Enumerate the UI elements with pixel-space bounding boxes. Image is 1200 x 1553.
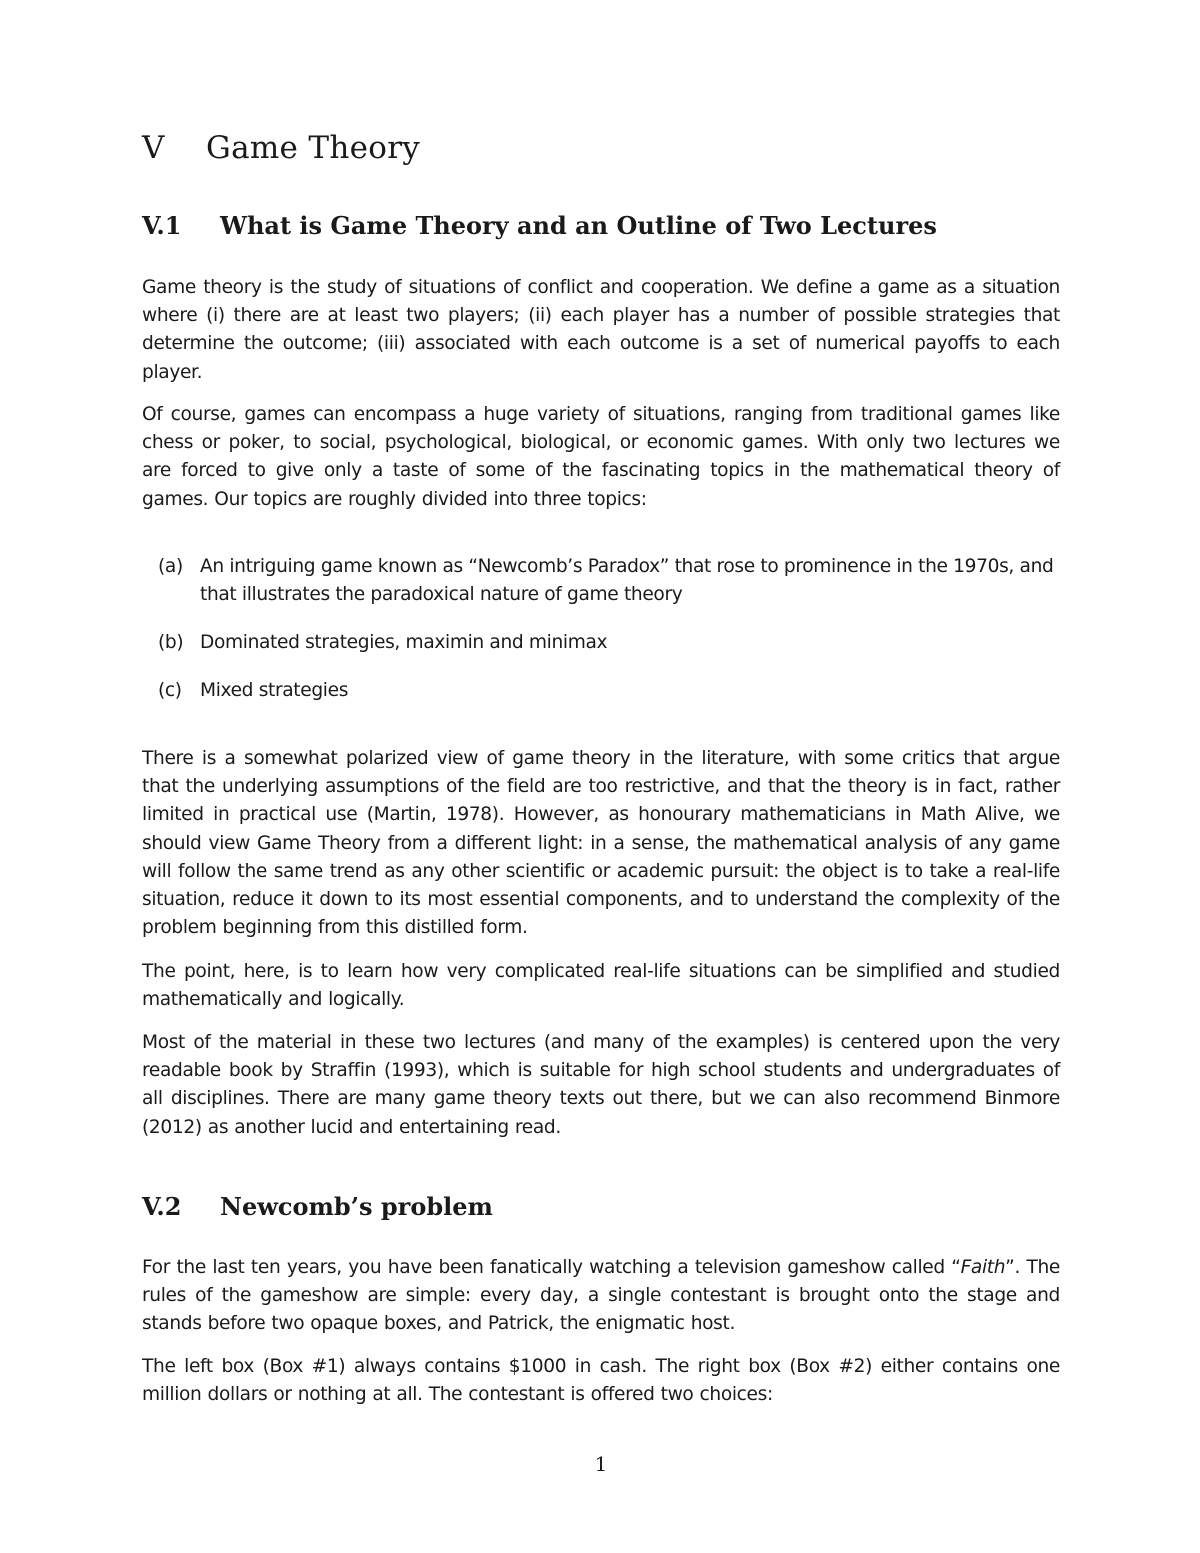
list-item-text: Mixed strategies	[200, 680, 349, 701]
text-run: For the last ten years, you have been fanatically watching a television gameshow called “	[142, 1257, 961, 1278]
paragraph: Most of the material in these two lectures (and many of the examples) is centered upon the very readable book by Straffin (1993), which is suitable for high school students and undergraduates of all disciplines. There are many game theory texts out there, but we can also recommend Binmore (2012) as another lucid and entertaining read.	[142, 1032, 1060, 1138]
section-title: What is Game Theory and an Outline of Two Lectures	[220, 211, 937, 240]
paragraph: There is a somewhat polarized view of game theory in the literature, with some critics that argue that the underlying assumptions of the field are too restrictive, and that the theory is in fact, rather limited in practical use (Martin, 1978). However, as honourary mathematicians in Math Alive, we should view Game Theory from a different light: in a sense, the mathematical analysis of any game will follow the same trend as any other scientific or academic pursuit: the object is to take a real-life situation, reduce it down to its most essential components, and to understand the complexity of the problem beginning from this distilled form.	[142, 748, 1060, 939]
section-title: Newcomb’s problem	[220, 1192, 493, 1221]
chapter-title	[142, 130, 420, 166]
list-item-text: An intriguing game known as “Newcomb’s Paradox” that rose to prominence in the 1970s, and that illustrates the paradoxical nature of game theory	[200, 556, 1054, 606]
list-item-text: Dominated strategies, maximin and minimax	[200, 632, 608, 653]
chapter-number: V	[142, 130, 165, 166]
page-number: 1	[594, 1452, 608, 1476]
section-heading-v2	[142, 1192, 493, 1221]
list-item-label: (c)	[158, 680, 182, 701]
paragraph: Game theory is the study of situations of conflict and cooperation. We define a game as a situation where (i) there are at least two players; (ii) each player has a number of possible strategies that determine the outcome; (iii) associated with each outcome is a set of numerical payoffs to each player.	[142, 277, 1060, 383]
section-number: V.2	[142, 1192, 182, 1221]
chapter-title-text: Game Theory	[206, 130, 421, 166]
section-heading-v1	[142, 211, 937, 240]
paragraph: Of course, games can encompass a huge variety of situations, ranging from traditional games like chess or poker, to social, psychological, biological, or economic games. With only two lectures we are forced to give only a taste of some of the fascinating topics in the mathematical theory of games. Our topics are roughly divided into three topics:	[142, 404, 1060, 510]
list-item	[142, 629, 1060, 657]
paragraph: The point, here, is to learn how very complicated real-life situations can be simplified and studied mathematically and logically.	[142, 961, 1060, 1011]
list-item	[142, 553, 1060, 609]
list-item	[142, 677, 1060, 705]
text-run: ”. The rules of the gameshow are simple: every day, a single contestant is brought onto the stage and stands before two opaque boxes, and Patrick, the enigmatic host.	[142, 1257, 1060, 1335]
show-name: Faith	[960, 1257, 1006, 1278]
paragraph: The left box (Box #1) always contains $1000 in cash. The right box (Box #2) either contains one million dollars or nothing at all. The contestant is offered two choices:	[142, 1356, 1060, 1406]
list-item-label: (a)	[158, 556, 183, 577]
list-item-label: (b)	[158, 632, 184, 653]
paragraph	[142, 1254, 1060, 1339]
section-number: V.1	[142, 211, 182, 240]
